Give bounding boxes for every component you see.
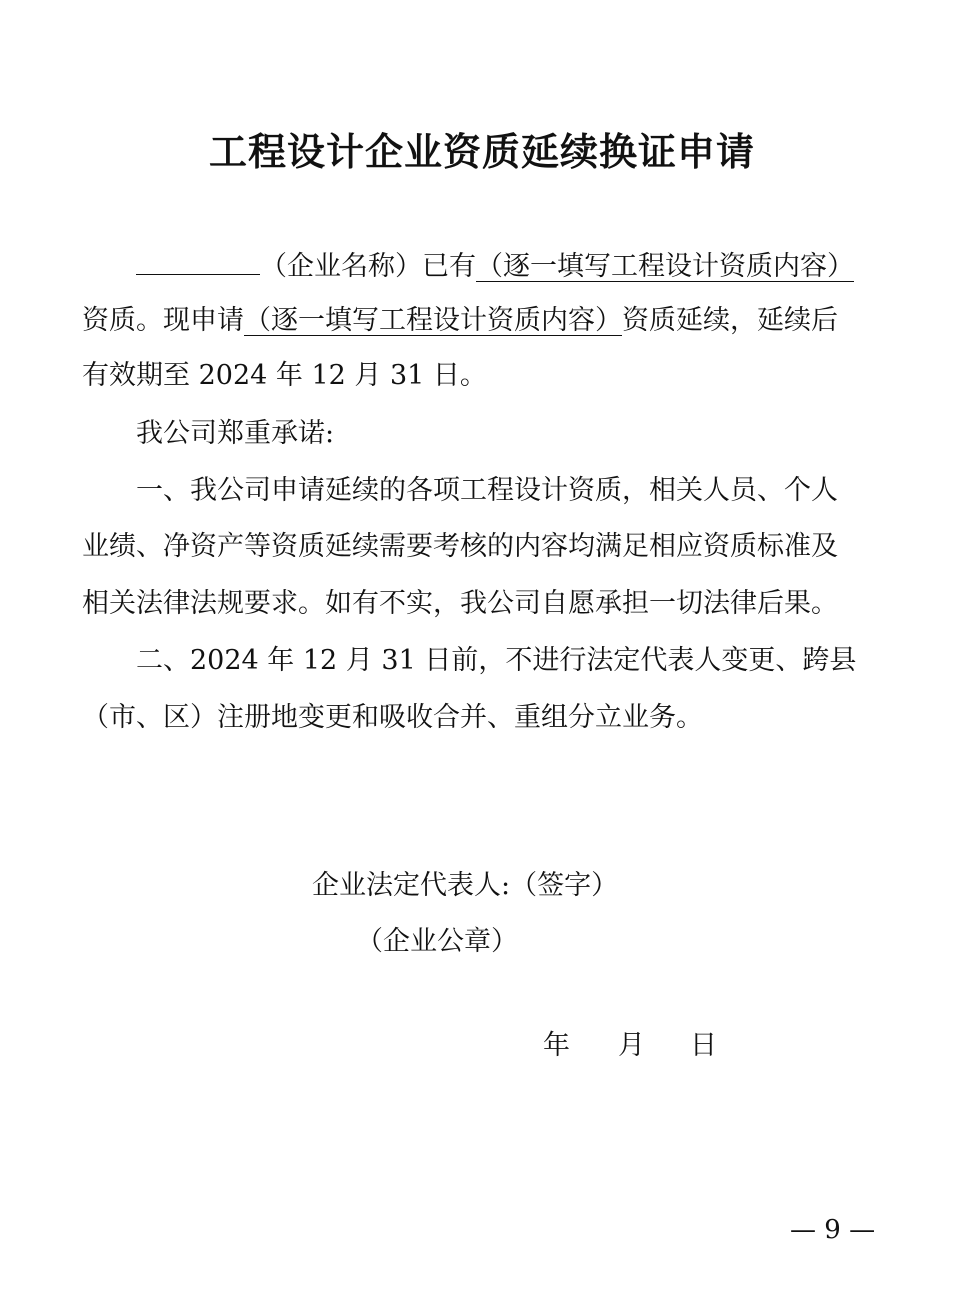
qualification-placeholder-1: （逐一填写工程设计资质内容）: [476, 251, 854, 282]
qualification-placeholder-2: （逐一填写工程设计资质内容）: [244, 305, 622, 336]
page-number: — 9 —: [790, 1215, 876, 1245]
date-day: 日: [690, 1030, 717, 1061]
text-apply: 资质。现申请: [82, 305, 244, 336]
date-month: 月: [618, 1030, 645, 1061]
item2-line2: （市、区）注册地变更和吸收合并、重组分立业务。: [82, 702, 703, 733]
representative-signature: 企业法定代表人:（签字）: [312, 870, 619, 901]
para1-line3: 有效期至 2024 年 12 月 31 日。: [82, 360, 487, 391]
item1-line3: 相关法律法规要求。如有不实，我公司自愿承担一切法律后果。: [82, 588, 838, 619]
item1-line2: 业绩、净资产等资质延续需要考核的内容均满足相应资质标准及: [82, 531, 838, 562]
item2-line1: 二、2024 年 12 月 31 日前，不进行法定代表人变更、跨县: [136, 645, 857, 676]
company-name-blank: [136, 244, 260, 275]
date-year: 年: [543, 1030, 570, 1061]
commitment-intro: 我公司郑重承诺:: [136, 418, 335, 449]
para1-line1: [136, 244, 882, 287]
para1-line2: [82, 301, 882, 341]
document-title: 工程设计企业资质延续换证申请: [208, 129, 755, 174]
item1-line1: 一、我公司申请延续的各项工程设计资质，相关人员、个人: [136, 475, 838, 506]
company-seal: （企业公章）: [356, 926, 518, 957]
company-name-placeholder: （企业名称）: [260, 251, 422, 282]
text-has: 已有: [422, 251, 476, 282]
text-extend: 资质延续，延续后: [622, 305, 838, 336]
